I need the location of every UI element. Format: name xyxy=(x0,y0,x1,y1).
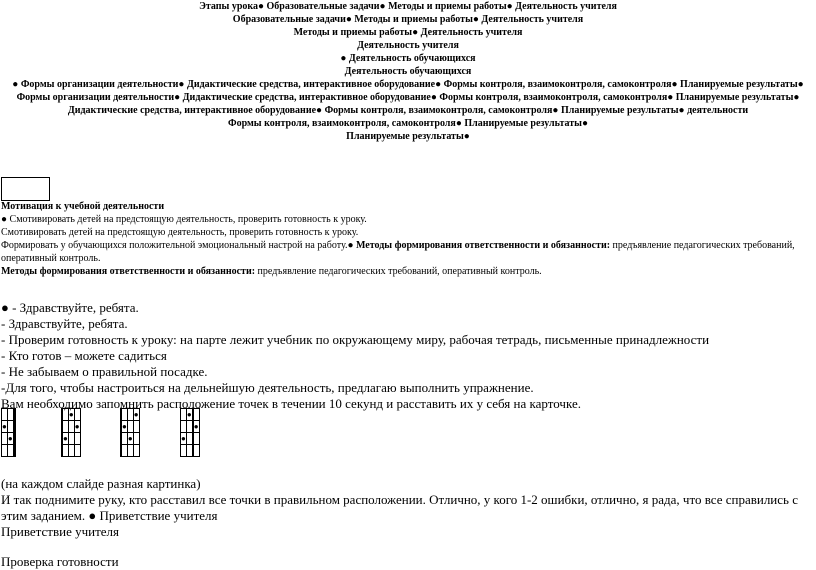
header-line-11: Планируемые результаты● xyxy=(346,131,470,142)
grid-dot-cell: ● xyxy=(74,422,80,431)
grid-cell xyxy=(14,421,15,433)
blank-spacer xyxy=(1,540,813,554)
motivation-p2: Смотивировать детей на предстоящую деятельность, проверить готовность к уроку. xyxy=(1,227,359,238)
grid-row xyxy=(2,445,16,457)
grid-cell xyxy=(133,433,139,445)
grid-row xyxy=(2,433,16,445)
motivation-title: Мотивация к учебной деятельности xyxy=(1,201,165,212)
header-line-10: Формы контроля, взаимоконтроля, самоконтроля● Планируемые результаты● xyxy=(227,118,589,129)
motivation-p4: Методы формирования ответственности и обязанности: предъявление педагогических требований, оперативный контроль. xyxy=(1,266,542,277)
grid-cell xyxy=(74,433,80,445)
dialog-line: - Кто готов – можете садиться xyxy=(1,348,167,363)
motivation-p1: ● Смотивировать детей на предстоящую деятельность, проверить готовность к уроку. xyxy=(1,214,367,225)
dialog-line: (на каждом слайде разная картинка) xyxy=(1,476,201,491)
grid-dot-cell: ● xyxy=(7,434,13,443)
grid-dot-cell: ● xyxy=(133,410,139,419)
header-line-1: Этапы урока● Образовательные задачи● Методы и приемы работы● Деятельность учителя xyxy=(199,1,617,12)
grid-cell xyxy=(14,409,15,421)
dialog-line: - Проверим готовность к уроку: на парте лежит учебник по окружающему миру, рабочая тетрадь, письменные принадлежности xyxy=(1,332,710,347)
dialog-line: - Не забываем о правильной посадке. xyxy=(1,364,208,379)
grid-row xyxy=(181,421,200,433)
grid-dot-cell: ● xyxy=(186,410,192,419)
grid-row xyxy=(121,421,140,433)
dot-grid-2 xyxy=(61,408,81,457)
grid-cell xyxy=(74,445,80,457)
header-line-5: ● Деятельность обучающихся xyxy=(340,53,476,64)
grid-cell xyxy=(74,409,80,421)
grid-dot-cell: ● xyxy=(68,410,74,419)
grid-row xyxy=(181,445,200,457)
grid-row xyxy=(181,409,200,421)
grid-cell xyxy=(133,445,139,457)
grid-row xyxy=(62,409,81,421)
grid-row xyxy=(181,433,200,445)
dialog-line: Приветствие учителя xyxy=(1,524,119,539)
dialog-line: ● - Здравствуйте, ребята. xyxy=(1,300,139,315)
grid-row xyxy=(121,445,140,457)
grid-dot-cell: ● xyxy=(127,434,133,443)
grid-cell xyxy=(133,421,139,433)
header-line-6: Деятельность обучающихся xyxy=(344,66,472,77)
grid-row xyxy=(121,409,140,421)
grid-dot-cell: ● xyxy=(63,434,68,443)
grid-dot-cell: ● xyxy=(181,434,186,443)
grid-cell xyxy=(193,409,199,421)
grid-row xyxy=(2,421,16,433)
dot-grid-1 xyxy=(1,408,16,457)
dialog-line: -Для того, чтобы настроиться на дельнейшую деятельность, предлагаю выполнить упражнение. xyxy=(1,380,534,395)
grid-cell xyxy=(193,445,199,457)
header-line-9: Дидактические средства, интерактивное оборудование● Формы контроля, взаимоконтроля, самоконтроля● Планируемые результаты● деятельности xyxy=(67,105,749,116)
header-line-7: ● Формы организации деятельности● Дидактические средства, интерактивное оборудование● Формы контроля, взаимоконтроля, самоконтроля● Планируемые результаты● xyxy=(12,79,804,90)
dialog-line: - Здравствуйте, ребята. xyxy=(1,316,128,331)
motivation-section xyxy=(1,200,801,278)
header-line-4: Деятельность учителя xyxy=(357,40,459,51)
grid-row xyxy=(62,421,81,433)
grid-row xyxy=(2,409,16,421)
grid-dot-cell: ● xyxy=(193,422,199,431)
motivation-p3: Формировать у обучающихся положительной эмоциональный настрой на работу.● Методы формирования ответственности и обязанности: предъявление педагогических требований, оперативный контроль. xyxy=(1,240,795,264)
header-line-2: Образовательные задачи● Методы и приемы работы● Деятельность учителя xyxy=(232,14,584,25)
dot-grid-4 xyxy=(180,408,200,457)
empty-cell-box xyxy=(1,177,50,201)
grid-cell xyxy=(193,433,199,445)
grid-row xyxy=(62,433,81,445)
grid-cell xyxy=(14,433,15,445)
dialog-line: И так поднимите руку, кто расставил все точки в правильном расположении. Отлично, у кого 1-2 ошибки, отлично, я рада, что все справились с этим заданием. ● Приветствие учителя xyxy=(1,492,798,523)
grid-dot-cell: ● xyxy=(122,422,127,431)
dot-grid-3 xyxy=(120,408,140,457)
dialog-line: Вам необходимо запомнить расположение точек в течении 10 секунд и расставить их у себя на карточке. xyxy=(1,396,581,411)
grid-cell xyxy=(14,445,15,457)
header-block xyxy=(0,0,816,143)
grid-dot-cell: ● xyxy=(2,422,7,431)
grid-row xyxy=(62,445,81,457)
grid-row xyxy=(121,433,140,445)
header-line-8: Формы организации деятельности● Дидактические средства, интерактивное оборудование● Формы контроля, взаимоконтроля, самоконтроля● Планируемые результаты● xyxy=(16,92,800,103)
dialog-line: Проверка готовности xyxy=(1,554,119,569)
header-line-3: Методы и приемы работы● Деятельность учителя xyxy=(293,27,523,38)
